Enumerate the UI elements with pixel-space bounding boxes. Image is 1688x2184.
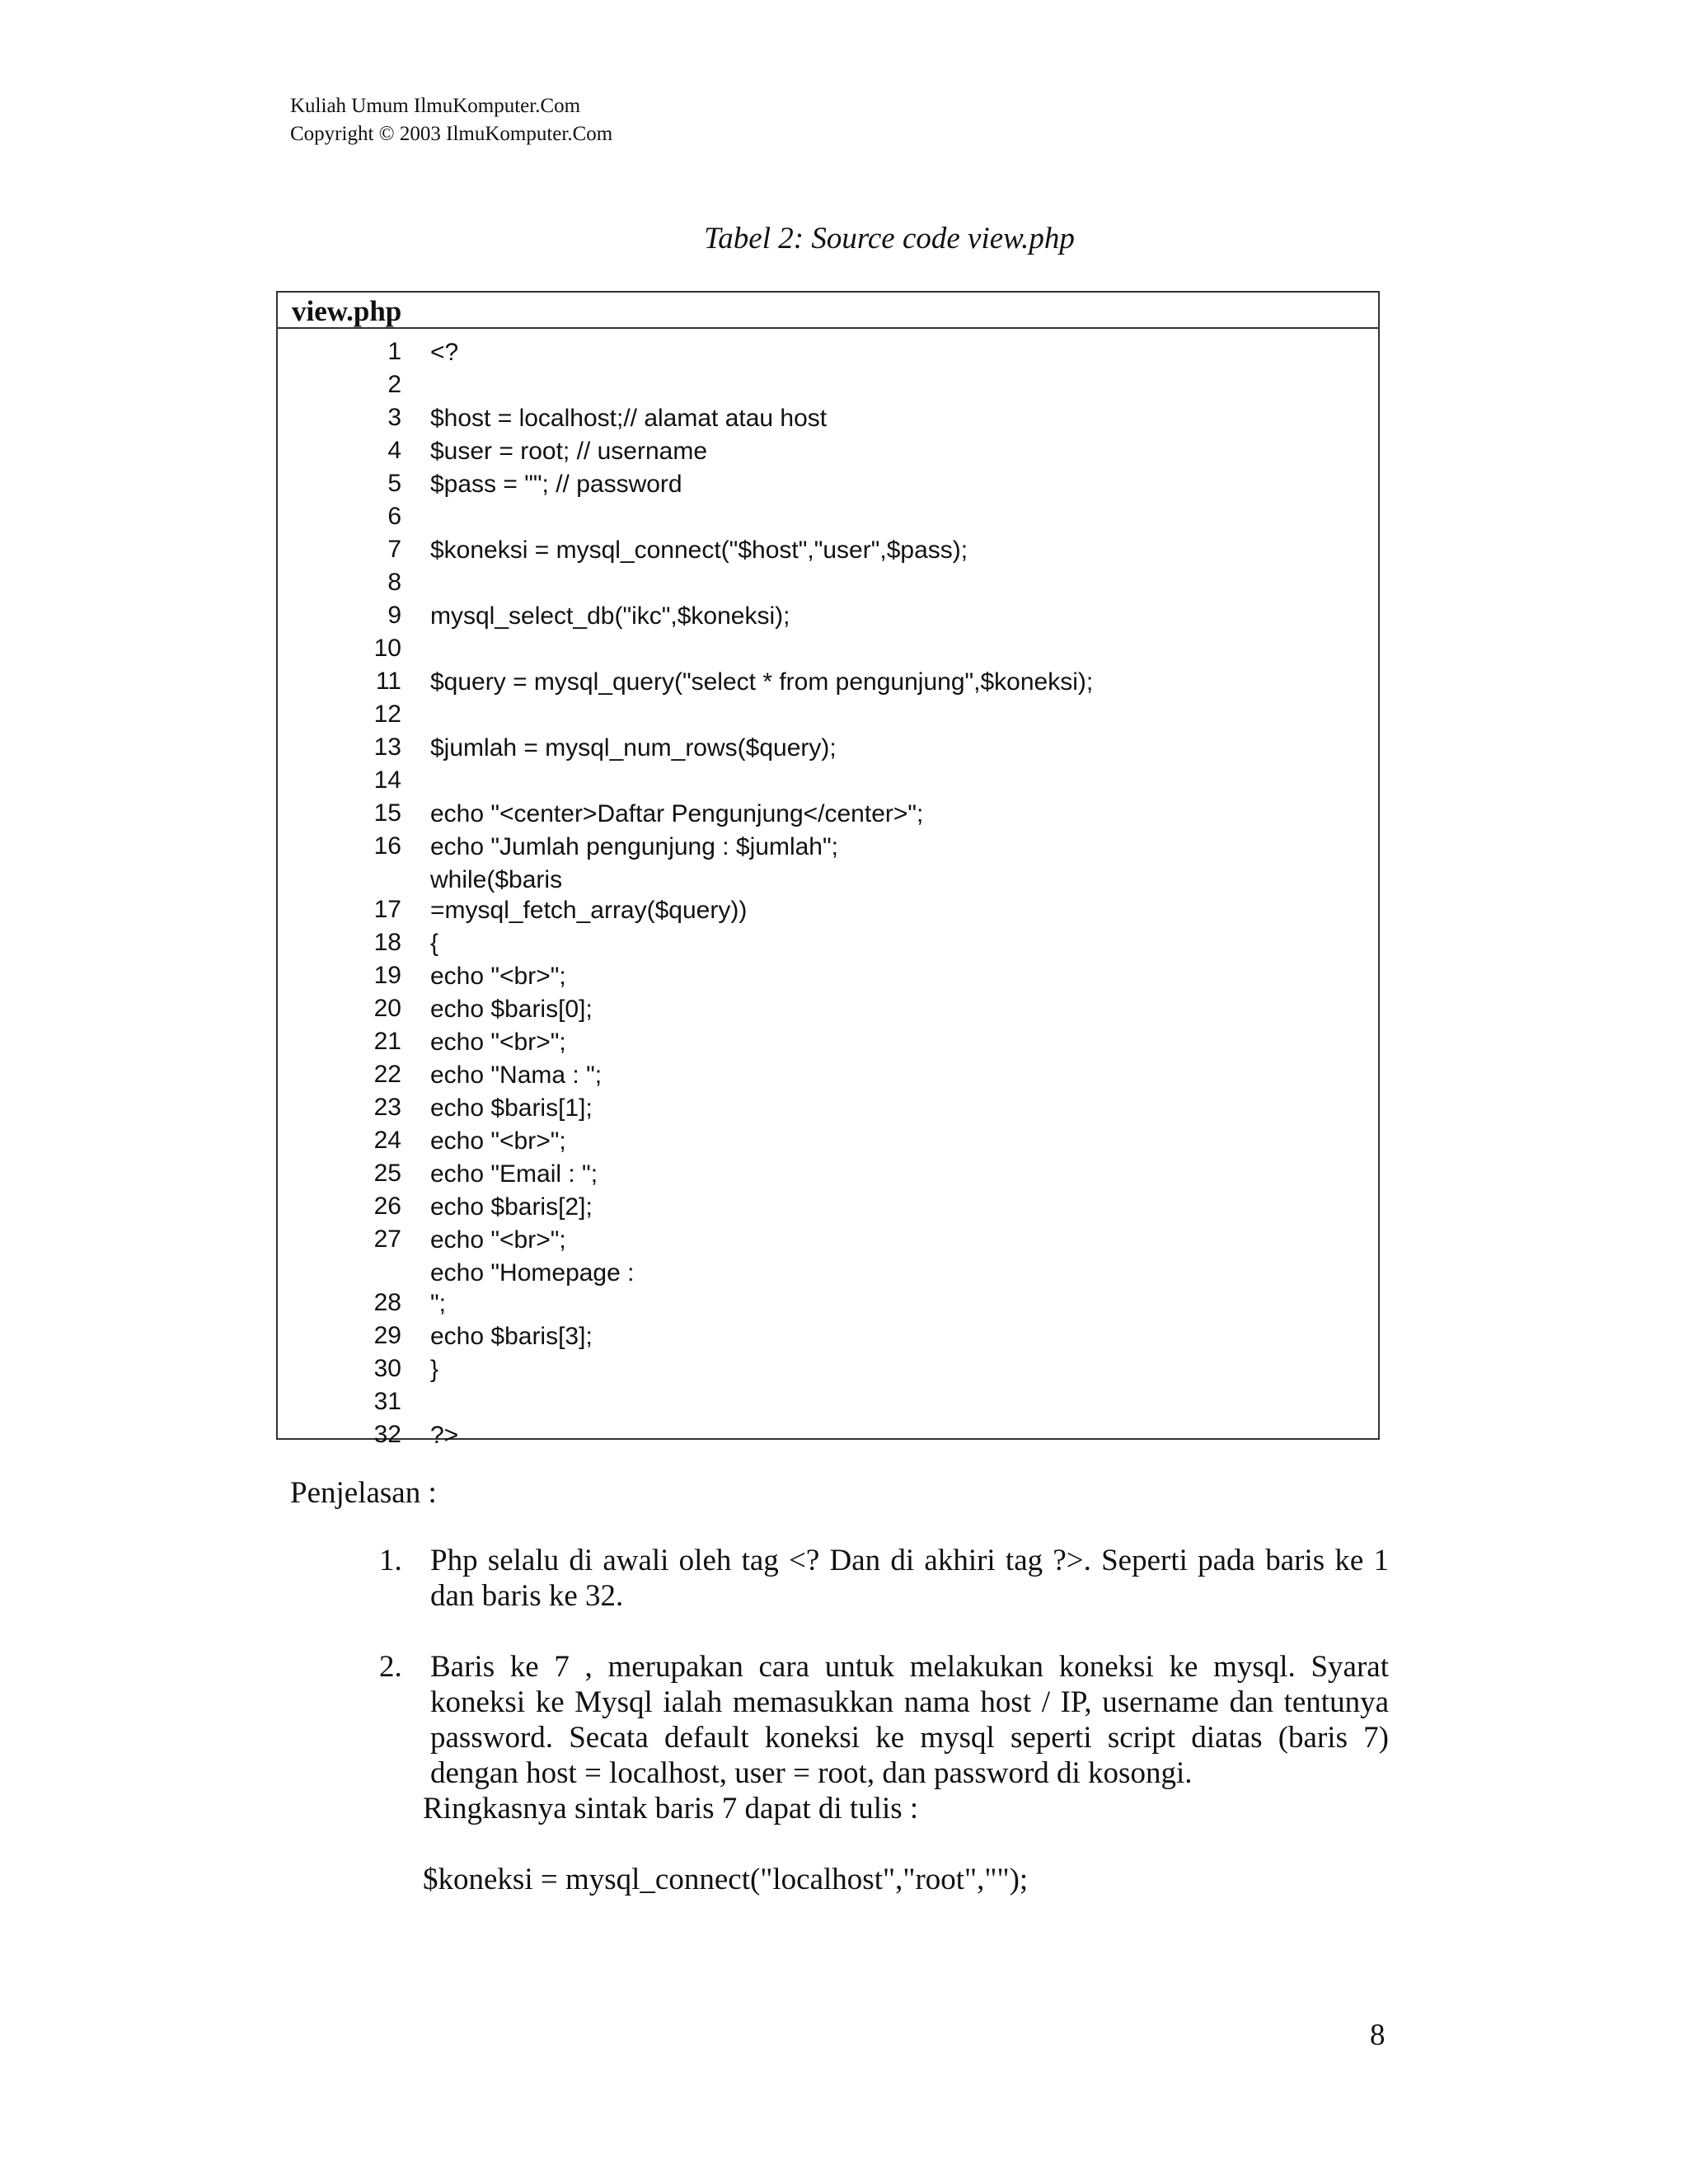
list-item <box>379 1649 1389 1791</box>
code-line-number: 17 <box>373 896 401 923</box>
code-line-number: 9 <box>387 602 401 629</box>
code-example: $koneksi = mysql_connect("localhost","root",""); <box>423 1863 1029 1896</box>
code-row <box>278 959 1378 992</box>
code-table <box>276 291 1380 1449</box>
code-line-text: while($baris =mysql_fetch_array($query)) <box>430 866 748 924</box>
code-row <box>278 434 1378 467</box>
code-row <box>278 1223 1378 1256</box>
code-row <box>278 665 1378 698</box>
code-table-title: view.php <box>278 293 1378 329</box>
code-row <box>278 830 1378 863</box>
code-line-number: 25 <box>373 1160 401 1187</box>
code-row <box>278 1385 1378 1418</box>
code-row <box>278 1124 1378 1157</box>
code-line-number: 23 <box>373 1094 401 1121</box>
code-row <box>278 1319 1378 1352</box>
code-line-number: 10 <box>373 635 401 662</box>
code-line-text: echo "Jumlah pengunjung : $jumlah"; <box>430 833 838 860</box>
code-line-number: 27 <box>373 1226 401 1253</box>
code-row <box>278 764 1378 797</box>
explanation-label: Penjelasan : <box>290 1476 437 1510</box>
code-line-text: } <box>430 1356 439 1383</box>
code-line-text: echo $baris[0]; <box>430 996 593 1023</box>
code-line-text: echo "<center>Daftar Pengunjung</center>"; <box>430 800 924 827</box>
code-line-text: $koneksi = mysql_connect("$host","user",$pass); <box>430 537 968 564</box>
code-line-number: 19 <box>373 962 401 989</box>
code-line-number: 31 <box>373 1388 401 1415</box>
code-row <box>278 467 1378 500</box>
code-row <box>278 1091 1378 1124</box>
list-item-text: Php selalu di awali oleh tag <? Dan di akhiri tag ?>. Seperti pada baris ke 1 dan baris ke 32. <box>430 1544 1389 1613</box>
code-line-text: echo "<br>"; <box>430 1029 566 1056</box>
code-line-text: echo "Nama : "; <box>430 1062 603 1089</box>
list-marker: 2. <box>379 1650 402 1684</box>
code-row <box>278 1418 1378 1451</box>
code-line-text: <? <box>430 339 459 366</box>
code-line-number: 12 <box>373 701 401 728</box>
list-extra-text: Ringkasnya sintak baris 7 dapat di tulis : <box>423 1792 919 1825</box>
code-row <box>278 1352 1378 1385</box>
code-line-number: 26 <box>373 1193 401 1220</box>
code-row <box>278 335 1378 368</box>
code-line-text: echo "<br>"; <box>430 963 566 990</box>
code-row <box>278 797 1378 830</box>
code-row <box>278 926 1378 959</box>
code-row <box>278 368 1378 401</box>
code-line-number: 24 <box>373 1127 401 1154</box>
code-line-text: $pass = ""; // password <box>430 471 682 498</box>
list-item-text: Baris ke 7 , merupakan cara untuk melakukan koneksi ke mysql. Syarat koneksi ke Mysql ialah memasukkan nama host / IP, username dan tentunya password. Secata default koneksi ke mysql seperti script diatas (baris 7) dengan host = localhost, user = root, dan password di kosongi. <box>430 1650 1389 1790</box>
header-line-2: Copyright © 2003 IlmuKomputer.Com <box>290 123 613 145</box>
code-row <box>278 533 1378 566</box>
code-line-number: 30 <box>373 1355 401 1382</box>
code-line-text: ?> <box>430 1422 459 1449</box>
code-line-text: echo "Homepage : "; <box>430 1259 635 1317</box>
code-line-text: echo $baris[2]; <box>430 1193 593 1221</box>
code-line-number: 11 <box>375 668 401 695</box>
code-line-number: 15 <box>373 799 401 827</box>
document-header <box>290 92 612 148</box>
code-line-number: 2 <box>387 371 401 398</box>
code-row <box>278 566 1378 599</box>
code-line-text: $jumlah = mysql_num_rows($query); <box>430 734 837 762</box>
code-row <box>278 1025 1378 1058</box>
code-line-number: 4 <box>387 437 401 464</box>
code-row <box>278 401 1378 434</box>
code-line-number: 18 <box>373 929 401 956</box>
code-line-number: 16 <box>373 832 401 860</box>
list-marker: 1. <box>379 1544 402 1577</box>
code-row <box>278 992 1378 1025</box>
code-row <box>278 500 1378 533</box>
code-row <box>278 863 1378 926</box>
list-item <box>379 1543 1389 1614</box>
header-line-1: Kuliah Umum IlmuKomputer.Com <box>290 95 581 117</box>
table-caption: Tabel 2: Source code view.php <box>704 222 1075 255</box>
code-line-number: 1 <box>387 338 401 365</box>
code-line-number: 22 <box>373 1061 401 1088</box>
code-line-number: 7 <box>387 536 401 563</box>
code-row <box>278 599 1378 632</box>
code-line-number: 8 <box>387 569 401 596</box>
explanation-list <box>379 1543 1389 1897</box>
code-line-number: 14 <box>373 766 401 794</box>
code-line-text: mysql_select_db("ikc",$koneksi); <box>430 602 790 630</box>
code-line-number: 28 <box>373 1289 401 1316</box>
code-row <box>278 632 1378 665</box>
code-line-number: 3 <box>387 404 401 431</box>
code-row <box>278 1058 1378 1091</box>
code-line-number: 32 <box>373 1421 401 1448</box>
code-line-number: 13 <box>373 733 401 761</box>
code-row <box>278 731 1378 764</box>
code-line-text: { <box>430 930 439 957</box>
code-line-number: 5 <box>387 470 401 497</box>
code-line-text: echo $baris[3]; <box>430 1323 593 1350</box>
code-line-number: 6 <box>387 503 401 530</box>
code-line-number: 21 <box>373 1028 401 1055</box>
code-row <box>278 1190 1378 1223</box>
code-line-text: echo "<br>"; <box>430 1127 566 1155</box>
code-line-number: 20 <box>373 995 401 1022</box>
code-line-text: echo "Email : "; <box>430 1160 598 1188</box>
page-number: 8 <box>1370 2018 1386 2052</box>
code-line-text: $user = root; // username <box>430 438 708 465</box>
code-line-text: $host = localhost;// alamat atau host <box>430 405 828 432</box>
code-row <box>278 698 1378 731</box>
code-line-text: $query = mysql_query("select * from pengunjung",$koneksi); <box>430 668 1094 696</box>
code-row <box>278 1157 1378 1190</box>
code-row <box>278 1256 1378 1319</box>
code-line-number: 29 <box>373 1322 401 1349</box>
code-line-text: echo "<br>"; <box>430 1226 566 1254</box>
code-line-text: echo $baris[1]; <box>430 1094 593 1122</box>
